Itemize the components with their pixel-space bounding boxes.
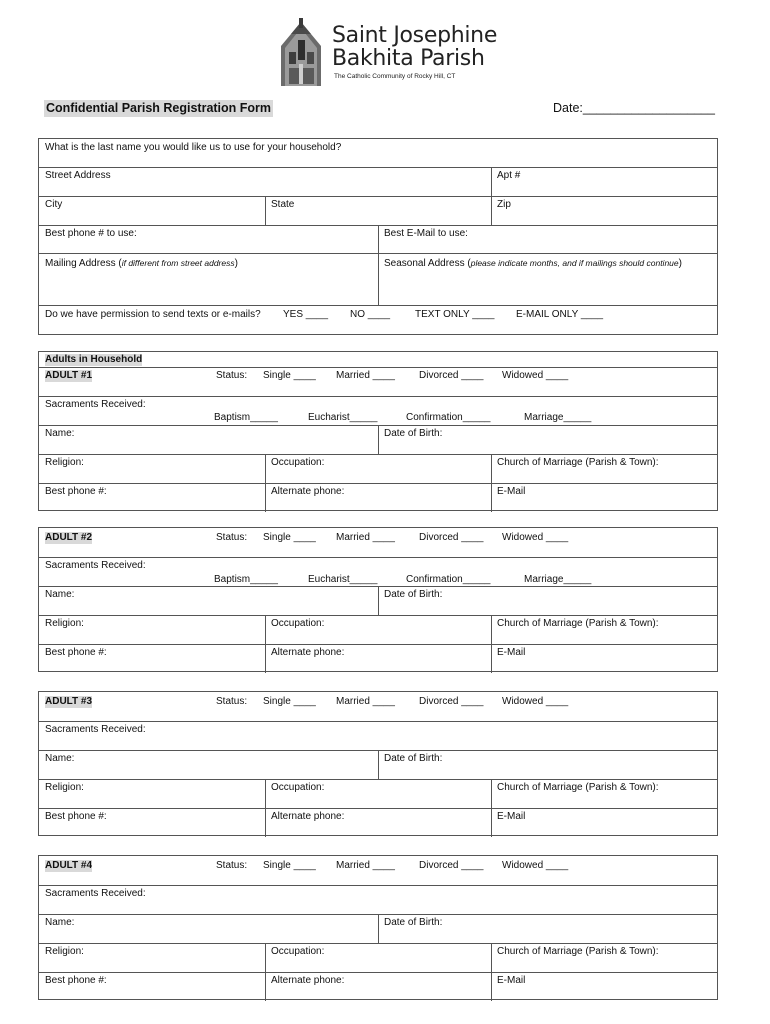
best-phone-field[interactable]: Best phone #: — [45, 647, 107, 658]
status-divorced[interactable]: Divorced ____ — [419, 860, 484, 871]
status-divorced[interactable]: Divorced ____ — [419, 370, 484, 381]
adult-3-label: ADULT #3 — [45, 696, 93, 707]
sacraments-label: Sacraments Received: — [45, 724, 146, 735]
status-married[interactable]: Married ____ — [336, 860, 395, 871]
dob-field[interactable]: Date of Birth: — [384, 428, 443, 439]
best-email-field[interactable]: Best E-Mail to use: — [384, 228, 468, 239]
church-of-marriage-field[interactable]: Church of Marriage (Parish & Town): — [497, 782, 659, 793]
church-of-marriage-field[interactable]: Church of Marriage (Parish & Town): — [497, 457, 659, 468]
name-field[interactable]: Name: — [45, 589, 75, 600]
best-phone-field[interactable]: Best phone #: — [45, 811, 107, 822]
adult-3-section — [38, 691, 718, 836]
church-of-marriage-field[interactable]: Church of Marriage (Parish & Town): — [497, 618, 659, 629]
apt-field[interactable]: Apt # — [497, 170, 521, 181]
church-of-marriage-field[interactable]: Church of Marriage (Parish & Town): — [497, 946, 659, 957]
church-logo-icon — [277, 18, 325, 88]
sacrament-baptism[interactable]: Baptism_____ — [214, 574, 278, 585]
seasonal-address-field[interactable]: Seasonal Address (please indicate months, and if mailings should continue) — [384, 258, 682, 269]
religion-field[interactable]: Religion: — [45, 946, 84, 957]
status-widowed[interactable]: Widowed ____ — [502, 860, 569, 871]
occupation-field[interactable]: Occupation: — [271, 457, 325, 468]
permission-question: Do we have permission to send texts or e-mails? — [45, 309, 261, 320]
state-field[interactable]: State — [271, 199, 295, 210]
status-widowed[interactable]: Widowed ____ — [502, 532, 569, 543]
sacrament-baptism[interactable]: Baptism_____ — [214, 412, 278, 423]
city-field[interactable]: City — [45, 199, 63, 210]
status-single[interactable]: Single ____ — [263, 532, 316, 543]
name-field[interactable]: Name: — [45, 917, 75, 928]
email-field[interactable]: E-Mail — [497, 486, 526, 497]
email-field[interactable]: E-Mail — [497, 647, 526, 658]
status-widowed[interactable]: Widowed ____ — [502, 370, 569, 381]
status-label: Status: — [216, 696, 248, 707]
sacraments-label: Sacraments Received: — [45, 888, 146, 899]
best-phone-field[interactable]: Best phone # to use: — [45, 228, 137, 239]
sacrament-eucharist[interactable]: Eucharist_____ — [308, 574, 378, 585]
logo-subtitle: The Catholic Community of Rocky Hill, CT — [334, 73, 456, 80]
adult-4-section — [38, 855, 718, 1000]
religion-field[interactable]: Religion: — [45, 782, 84, 793]
sacrament-marriage[interactable]: Marriage_____ — [524, 574, 592, 585]
permission-email-only[interactable]: E-MAIL ONLY ____ — [516, 309, 604, 320]
sacrament-marriage[interactable]: Marriage_____ — [524, 412, 592, 423]
household-last-name-field[interactable]: What is the last name you would like us to use for your household? — [45, 142, 342, 153]
adult-4-label: ADULT #4 — [45, 860, 93, 871]
logo-line2: Bakhita Parish — [332, 46, 485, 71]
status-married[interactable]: Married ____ — [336, 370, 395, 381]
status-divorced[interactable]: Divorced ____ — [419, 532, 484, 543]
date-field[interactable]: Date:___________________ — [553, 101, 715, 115]
status-single[interactable]: Single ____ — [263, 860, 316, 871]
alternate-phone-field[interactable]: Alternate phone: — [271, 975, 345, 986]
logo-line1: Saint Josephine — [332, 23, 498, 48]
sacrament-eucharist[interactable]: Eucharist_____ — [308, 412, 378, 423]
alternate-phone-field[interactable]: Alternate phone: — [271, 647, 345, 658]
street-address-field[interactable]: Street Address — [45, 170, 111, 181]
adult-2-label: ADULT #2 — [45, 532, 93, 543]
best-phone-field[interactable]: Best phone #: — [45, 486, 107, 497]
adult-1-section — [38, 351, 718, 511]
sacraments-label: Sacraments Received: — [45, 399, 146, 410]
form-title: Confidential Parish Registration Form — [46, 101, 272, 115]
parish-logo — [277, 18, 497, 88]
sacraments-label: Sacraments Received: — [45, 560, 146, 571]
status-married[interactable]: Married ____ — [336, 696, 395, 707]
name-field[interactable]: Name: — [45, 428, 75, 439]
permission-text-only[interactable]: TEXT ONLY ____ — [415, 309, 495, 320]
status-single[interactable]: Single ____ — [263, 696, 316, 707]
email-field[interactable]: E-Mail — [497, 975, 526, 986]
best-phone-field[interactable]: Best phone #: — [45, 975, 107, 986]
religion-field[interactable]: Religion: — [45, 457, 84, 468]
status-label: Status: — [216, 860, 248, 871]
alternate-phone-field[interactable]: Alternate phone: — [271, 486, 345, 497]
status-married[interactable]: Married ____ — [336, 532, 395, 543]
zip-field[interactable]: Zip — [497, 199, 511, 210]
sacrament-confirmation[interactable]: Confirmation_____ — [406, 412, 491, 423]
occupation-field[interactable]: Occupation: — [271, 946, 325, 957]
status-label: Status: — [216, 370, 248, 381]
adult-2-section — [38, 527, 718, 672]
dob-field[interactable]: Date of Birth: — [384, 589, 443, 600]
sacrament-confirmation[interactable]: Confirmation_____ — [406, 574, 491, 585]
email-field[interactable]: E-Mail — [497, 811, 526, 822]
status-label: Status: — [216, 532, 248, 543]
status-single[interactable]: Single ____ — [263, 370, 316, 381]
dob-field[interactable]: Date of Birth: — [384, 753, 443, 764]
occupation-field[interactable]: Occupation: — [271, 782, 325, 793]
permission-yes[interactable]: YES ____ — [283, 309, 329, 320]
name-field[interactable]: Name: — [45, 753, 75, 764]
permission-no[interactable]: NO ____ — [350, 309, 391, 320]
adult-1-label: ADULT #1 — [45, 370, 93, 381]
alternate-phone-field[interactable]: Alternate phone: — [271, 811, 345, 822]
status-widowed[interactable]: Widowed ____ — [502, 696, 569, 707]
religion-field[interactable]: Religion: — [45, 618, 84, 629]
dob-field[interactable]: Date of Birth: — [384, 917, 443, 928]
adults-heading: Adults in Household — [45, 354, 143, 365]
mailing-address-field[interactable]: Mailing Address (if different from street address) — [45, 258, 238, 269]
household-section — [38, 138, 718, 335]
status-divorced[interactable]: Divorced ____ — [419, 696, 484, 707]
occupation-field[interactable]: Occupation: — [271, 618, 325, 629]
